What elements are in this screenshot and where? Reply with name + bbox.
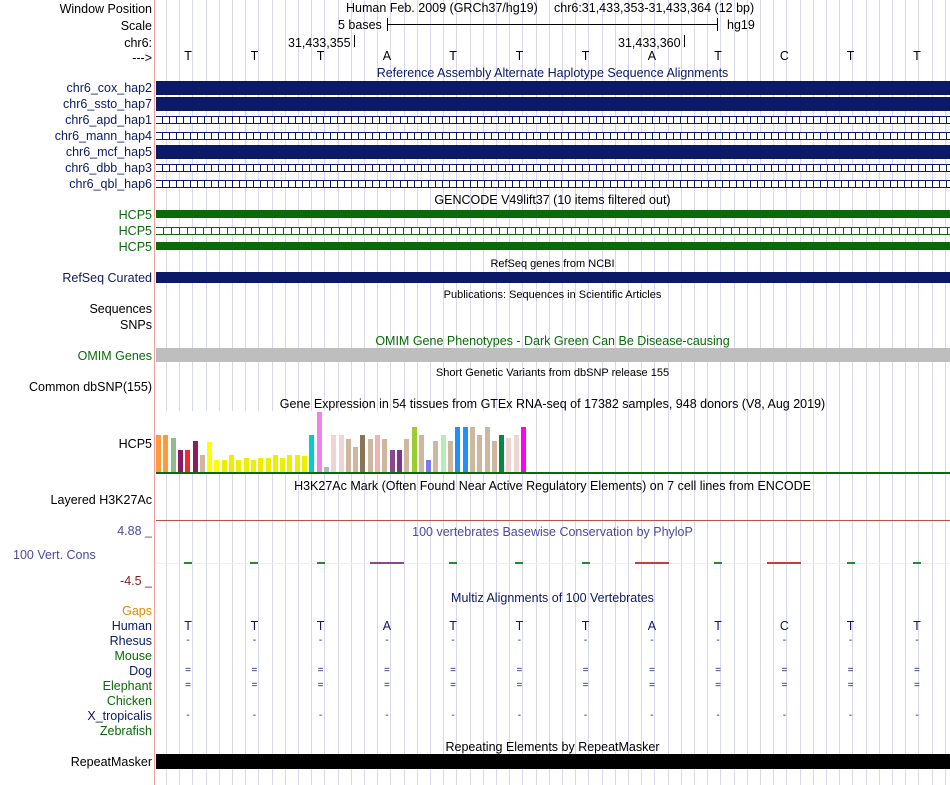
chrom-label: chr6: (124, 36, 152, 50)
multiz-base: - (318, 710, 323, 721)
gtex-tissue-bar[interactable] (412, 427, 417, 473)
gtex-tissue-bar[interactable] (309, 435, 314, 473)
conservation-track-title[interactable]: 100 vertebrates Basewise Conservation by PhyloP (412, 525, 693, 539)
gtex-track-title[interactable]: Gene Expression in 54 tissues from GTEx RNA-seq of 17382 samples, 948 donors (V8, Aug 2019) (279, 397, 826, 411)
gtex-tissue-bar[interactable] (448, 441, 453, 473)
gtex-tissue-bar[interactable] (302, 456, 307, 473)
gtex-tissue-bar[interactable] (514, 435, 519, 473)
ruler-base: T (184, 49, 192, 63)
conservation-mark (635, 562, 669, 564)
scale-text: 5 bases (338, 18, 382, 32)
multiz-base: - (915, 710, 919, 721)
multiz-base: - (385, 710, 389, 721)
multiz-base: - (650, 635, 654, 646)
multiz-species-label[interactable]: Zebrafish (99, 724, 152, 738)
gtex-tissue-bar[interactable] (273, 455, 278, 473)
gtex-tissue-bar[interactable] (477, 435, 482, 473)
multiz-base: T (846, 619, 855, 633)
repeatmasker-track-title[interactable]: Repeating Elements by RepeatMasker (445, 740, 660, 754)
conservation-mark (184, 562, 192, 564)
multiz-species-label[interactable]: Human (111, 619, 152, 633)
alt-haplotype-bar[interactable] (156, 180, 950, 188)
multiz-base: = (648, 680, 655, 691)
multiz-base: - (252, 710, 257, 721)
ruler-base: T (316, 49, 325, 63)
multiz-base: = (582, 680, 589, 691)
omim-bar[interactable] (156, 348, 950, 362)
gtex-tissue-bar[interactable] (244, 458, 249, 473)
gtex-tissue-bar[interactable] (353, 447, 358, 473)
alt-haplotype-bar[interactable] (156, 145, 950, 159)
coord-tick-1 (354, 35, 355, 47)
ruler-base: T (515, 49, 524, 63)
alt-haplotype-label[interactable]: chr6_ssto_hap7 (63, 97, 152, 111)
position-text[interactable]: chr6:31,433,353-31,433,364 (12 bp) (554, 1, 755, 15)
gtex-tissue-bar[interactable] (485, 427, 490, 473)
multiz-base: = (251, 680, 258, 691)
multiz-base: = (847, 680, 854, 691)
h3k27ac-track-title[interactable]: H3K27Ac Mark (Often Found Near Active Regulatory Elements) on 7 cell lines from ENCODE (294, 479, 811, 493)
gtex-tissue-bar[interactable] (368, 439, 373, 473)
gtex-baseline (156, 472, 950, 474)
gtex-tissue-bar[interactable] (360, 435, 365, 473)
multiz-base: = (450, 680, 457, 691)
multiz-base: - (318, 635, 323, 646)
gtex-bar-chart[interactable] (156, 411, 536, 473)
publications-label-sequences[interactable]: Sequences (89, 302, 152, 316)
multiz-base: - (716, 710, 720, 721)
multiz-base: T (581, 619, 590, 633)
gtex-tissue-bar[interactable] (492, 441, 497, 473)
gtex-tissue-bar[interactable] (499, 435, 504, 473)
multiz-base: = (715, 680, 722, 691)
gtex-tissue-bar[interactable] (375, 435, 380, 473)
alt-haplotype-bar[interactable] (156, 164, 950, 172)
multiz-species-label[interactable]: Rhesus (109, 634, 152, 648)
multiz-base: = (715, 665, 722, 676)
refseq-gene-bar[interactable] (156, 272, 950, 283)
gtex-tissue-bar[interactable] (346, 439, 351, 473)
gaps-label[interactable]: Gaps (122, 604, 152, 618)
conservation-mark (847, 562, 855, 564)
alt-haplotype-bar[interactable] (156, 97, 950, 111)
multiz-base: - (583, 710, 588, 721)
alt-haplotype-label[interactable]: chr6_qbl_hap6 (69, 177, 152, 191)
gtex-tissue-bar[interactable] (339, 435, 344, 473)
strand-label: ---> (132, 51, 152, 65)
multiz-base: = (317, 680, 324, 691)
gencode-gene-bar[interactable] (156, 242, 950, 250)
scale-label: Scale (120, 19, 152, 33)
gtex-tissue-bar[interactable] (229, 455, 234, 473)
ruler-base: A (647, 49, 657, 63)
multiz-base: = (582, 665, 589, 676)
gencode-gene-bar[interactable] (156, 210, 950, 218)
gtex-tissue-bar[interactable] (287, 455, 292, 473)
multiz-base: T (184, 619, 192, 633)
repeatmasker-label[interactable]: RepeatMasker (70, 755, 152, 769)
conservation-min-label: -4.5 _ (120, 574, 152, 588)
multiz-base: = (781, 680, 788, 691)
gencode-gene-bar[interactable] (156, 227, 950, 235)
gtex-tissue-bar[interactable] (258, 458, 263, 473)
ruler-base: T (250, 49, 259, 63)
multiz-base: - (716, 635, 720, 646)
multiz-base: - (583, 635, 588, 646)
db-text: hg19 (727, 18, 755, 32)
gtex-tissue-bar[interactable] (470, 427, 475, 473)
coord-tick-2 (684, 35, 685, 47)
alt-haplotype-bar[interactable] (156, 132, 950, 140)
multiz-base: = (317, 665, 324, 676)
multiz-species-label[interactable]: Chicken (106, 694, 152, 708)
alt-haplotype-label[interactable]: chr6_mcf_hap5 (65, 145, 152, 159)
h3k27ac-label[interactable]: Layered H3K27Ac (50, 493, 152, 507)
multiz-base: = (913, 680, 920, 691)
multiz-base: = (781, 665, 788, 676)
conservation-mark (370, 562, 404, 564)
gtex-tissue-bar[interactable] (382, 439, 387, 473)
ruler-base: T (913, 49, 921, 63)
omim-label[interactable]: OMIM Genes (77, 349, 152, 363)
gtex-tissue-bar[interactable] (433, 441, 438, 473)
publications-label-snps[interactable]: SNPs (120, 318, 152, 332)
refseq-label[interactable]: RefSeq Curated (62, 271, 152, 285)
multiz-base: = (383, 680, 390, 691)
multiz-base: T (515, 619, 524, 633)
gtex-tissue-bar[interactable] (207, 442, 212, 473)
gtex-tissue-bar[interactable] (390, 450, 395, 473)
ruler-base: T (846, 49, 855, 63)
multiz-base: T (449, 619, 457, 633)
label-separator (154, 0, 155, 785)
multiz-base: - (252, 635, 257, 646)
gtex-tissue-bar[interactable] (404, 439, 409, 473)
conservation-plot[interactable] (155, 560, 950, 568)
gencode-gene-label[interactable]: HCP5 (118, 224, 152, 238)
multiz-base: - (186, 710, 190, 721)
multiz-base: C (779, 619, 789, 633)
alt-haplotype-label[interactable]: chr6_cox_hap2 (66, 81, 152, 95)
multiz-base: T (250, 619, 259, 633)
scale-bar-left-tick (387, 18, 388, 31)
gtex-tissue-bar[interactable] (441, 435, 446, 473)
conservation-label[interactable]: 100 Vert. Cons (13, 548, 96, 562)
gtex-tissue-bar[interactable] (295, 455, 300, 473)
conservation-mark (714, 562, 722, 564)
gtex-tissue-bar[interactable] (178, 450, 183, 473)
dbsnp-label[interactable]: Common dbSNP(155) (29, 380, 152, 394)
gtex-tissue-bar[interactable] (463, 427, 468, 473)
assembly-text: Human Feb. 2009 (GRCh37/hg19) (346, 1, 538, 15)
multiz-base: T (316, 619, 325, 633)
multiz-base: - (451, 635, 455, 646)
multiz-base: - (517, 635, 522, 646)
ruler-base: C (779, 49, 789, 63)
alt-haplotype-label[interactable]: chr6_dbb_hap3 (65, 161, 152, 175)
gtex-tissue-bar[interactable] (331, 435, 336, 473)
multiz-base: = (185, 680, 192, 691)
multiz-base: - (782, 710, 787, 721)
multiz-base: = (648, 665, 655, 676)
conservation-mark (582, 562, 590, 564)
gtex-tissue-bar[interactable] (193, 441, 198, 473)
conservation-mark (250, 562, 258, 564)
alt-haplotype-label[interactable]: chr6_mann_hap4 (54, 129, 152, 143)
ruler-base: T (449, 49, 457, 63)
multiz-base: = (516, 665, 523, 676)
gencode-track-title[interactable]: GENCODE V49lift37 (10 items filtered out) (434, 193, 671, 207)
dbsnp-track-title[interactable]: Short Genetic Variants from dbSNP release 155 (435, 367, 670, 379)
gtex-tissue-bar[interactable] (506, 438, 511, 473)
multiz-base: - (385, 635, 389, 646)
alt-haplotype-label[interactable]: chr6_apd_hap1 (65, 113, 152, 127)
gtex-tissue-bar[interactable] (171, 438, 176, 473)
gencode-gene-label[interactable]: HCP5 (118, 208, 152, 222)
multiz-base: = (185, 665, 192, 676)
window-position-label: Window Position (59, 2, 152, 16)
multiz-base: = (450, 665, 457, 676)
alt-haplotype-track-title[interactable]: Reference Assembly Alternate Haplotype Sequence Alignments (376, 66, 729, 80)
multiz-base: = (847, 665, 854, 676)
refseq-track-title[interactable]: RefSeq genes from NCBI (490, 258, 615, 270)
gtex-tissue-bar[interactable] (455, 427, 460, 473)
h3k27ac-baseline (156, 520, 950, 521)
multiz-base: = (251, 665, 258, 676)
multiz-base: = (383, 665, 390, 676)
multiz-base: - (848, 635, 853, 646)
base-sequence-row (155, 49, 950, 63)
alt-haplotype-bar[interactable] (156, 116, 950, 124)
multiz-base: - (451, 710, 455, 721)
conservation-mark (317, 562, 325, 564)
publications-track-title[interactable]: Publications: Sequences in Scientific Articles (443, 289, 662, 301)
gtex-tissue-bar[interactable] (280, 458, 285, 473)
ruler-base: A (382, 49, 392, 63)
multiz-base: - (915, 635, 919, 646)
scale-bar-right-tick (717, 18, 718, 31)
multiz-base: = (516, 680, 523, 691)
scale-bar (387, 24, 717, 25)
multiz-base: = (913, 665, 920, 676)
conservation-mark (515, 562, 523, 564)
gtex-label[interactable]: HCP5 (118, 437, 152, 451)
conservation-mark (449, 562, 457, 564)
multiz-base: - (517, 710, 522, 721)
ruler-base: T (581, 49, 590, 63)
conservation-mark (767, 562, 801, 564)
multiz-track-title[interactable]: Multiz Alignments of 100 Vertebrates (451, 591, 654, 605)
ruler-base: T (714, 49, 722, 63)
omim-track-title[interactable]: OMIM Gene Phenotypes - Dark Green Can Be Disease-causing (375, 334, 730, 348)
gtex-tissue-bar[interactable] (200, 455, 205, 473)
multiz-base: A (647, 619, 657, 633)
multiz-base: - (782, 635, 787, 646)
gencode-gene-label[interactable]: HCP5 (118, 240, 152, 254)
gtex-tissue-bar[interactable] (266, 458, 271, 473)
multiz-species-label[interactable]: Dog (129, 664, 152, 678)
conservation-max-label: 4.88 _ (117, 524, 152, 538)
multiz-base: A (382, 619, 392, 633)
multiz-species-label[interactable]: Elephant (102, 679, 152, 693)
coord-label-2: 31,433,360 (618, 36, 681, 50)
multiz-species-label[interactable]: X_tropicalis (87, 709, 152, 723)
gtex-tissue-bar[interactable] (185, 450, 190, 473)
multiz-base: - (186, 635, 190, 646)
coord-label-1: 31,433,355 (288, 36, 351, 50)
gtex-tissue-bar[interactable] (419, 435, 424, 473)
gtex-tissue-bar[interactable] (156, 435, 161, 473)
multiz-base: T (913, 619, 921, 633)
alt-haplotype-bar[interactable] (156, 81, 950, 95)
repeatmasker-bar[interactable] (156, 754, 950, 769)
gtex-tissue-bar[interactable] (521, 427, 526, 473)
gtex-tissue-bar[interactable] (397, 450, 402, 473)
gtex-tissue-bar[interactable] (163, 435, 168, 473)
multiz-base: - (650, 710, 654, 721)
multiz-base: - (848, 710, 853, 721)
gtex-tissue-bar[interactable] (317, 412, 322, 473)
multiz-species-label[interactable]: Mouse (114, 649, 152, 663)
conservation-mark (913, 562, 921, 564)
multiz-base: T (714, 619, 722, 633)
